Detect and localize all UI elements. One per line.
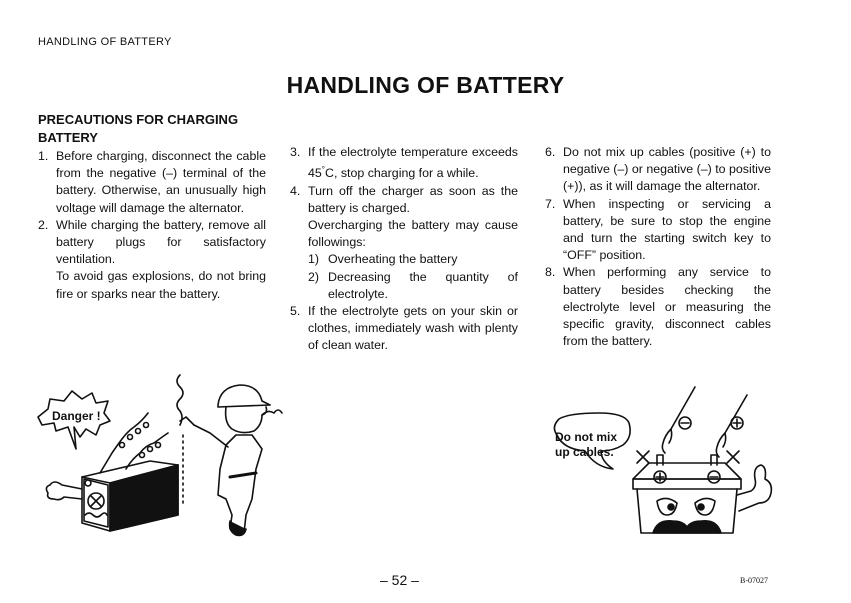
clamp-icon [662, 429, 671, 453]
list-item-4 [290, 183, 518, 217]
item-text: When inspecting or servicing a battery, be sure to stop the engine and turn the starting switch key to “OFF” position. [563, 196, 771, 263]
section-heading-line-2: BATTERY [38, 130, 98, 145]
item-number: 1. [38, 149, 49, 163]
item-text-part: If the electrolyte temperature exceeds 45 [308, 145, 518, 181]
list-item-7 [545, 196, 771, 265]
item-text: If the electrolyte gets on your skin or clothes, immediately wash with plenty of clean water. [308, 303, 518, 353]
battery-icon [633, 463, 741, 479]
mix-cables-illustration [545, 383, 795, 553]
speech-bubble-text-line-1: Do not mix [555, 430, 617, 444]
item-text: Before charging, disconnect the cable from the negative (–) terminal of the battery. Otherwise, an unusually high voltage will damage the alternator. [56, 149, 266, 215]
item-2-note: To avoid gas explosions, do not bring fire or sparks near the battery. [56, 269, 266, 301]
sub-item-text: Overheating the battery [328, 252, 458, 267]
item-number: 3. [290, 145, 301, 159]
item-number: 4. [290, 183, 301, 198]
degree-symbol: ° [321, 165, 325, 175]
item-text [308, 144, 518, 183]
item-number: 8. [545, 265, 556, 280]
list-item-5 [290, 303, 518, 355]
item-text: While charging the battery, remove all battery plugs for satisfactory ventilation. [56, 217, 266, 267]
list-item-3 [290, 144, 518, 183]
clamp-icon [716, 433, 725, 457]
list-item-2 [38, 217, 266, 269]
column-3 [545, 144, 771, 350]
speech-bubble-text-line-2: up cables. [555, 445, 614, 459]
list-item-1 [38, 148, 266, 217]
sub-item-number: 1) [308, 252, 320, 267]
section-heading [38, 111, 266, 147]
item-text: Turn off the charger as soon as the battery is charged. [308, 183, 518, 215]
item-number: 6. [545, 145, 556, 159]
sub-item-2 [290, 269, 518, 303]
document-code: B-07027 [740, 576, 768, 585]
column-2 [290, 144, 518, 355]
item-text: When performing any service to battery besides checking the electrolyte level or measuring the specific gravity, disconnect cables from the battery. [563, 265, 771, 349]
section-heading-line-1: PRECAUTIONS FOR CHARGING [38, 112, 239, 127]
sub-item-1 [290, 251, 518, 268]
item-text: Do not mix up cables (positive (+) to negative (–) or negative (–) to positive (+)), as it will damage the alternator. [563, 145, 771, 194]
danger-bubble-text: Danger ! [52, 409, 101, 423]
item-number: 2. [38, 217, 49, 232]
item-number: 7. [545, 196, 556, 211]
column-1 [38, 111, 266, 303]
danger-illustration [30, 365, 290, 540]
item-4-note: Overcharging the battery may cause followings: [308, 217, 518, 250]
page-number: – 52 – [380, 572, 419, 588]
item-text-part: C, stop charging for a while. [325, 166, 479, 181]
sub-item-number: 2) [308, 269, 320, 284]
running-header: HANDLING OF BATTERY [38, 36, 172, 48]
item-number: 5. [290, 303, 301, 318]
sub-item-text: Decreasing the quantity of electrolyte. [328, 269, 518, 301]
list-item-8 [545, 264, 771, 350]
page-title: HANDLING OF BATTERY [286, 72, 565, 98]
helmet-icon [218, 385, 270, 407]
list-item-6 [545, 144, 771, 196]
